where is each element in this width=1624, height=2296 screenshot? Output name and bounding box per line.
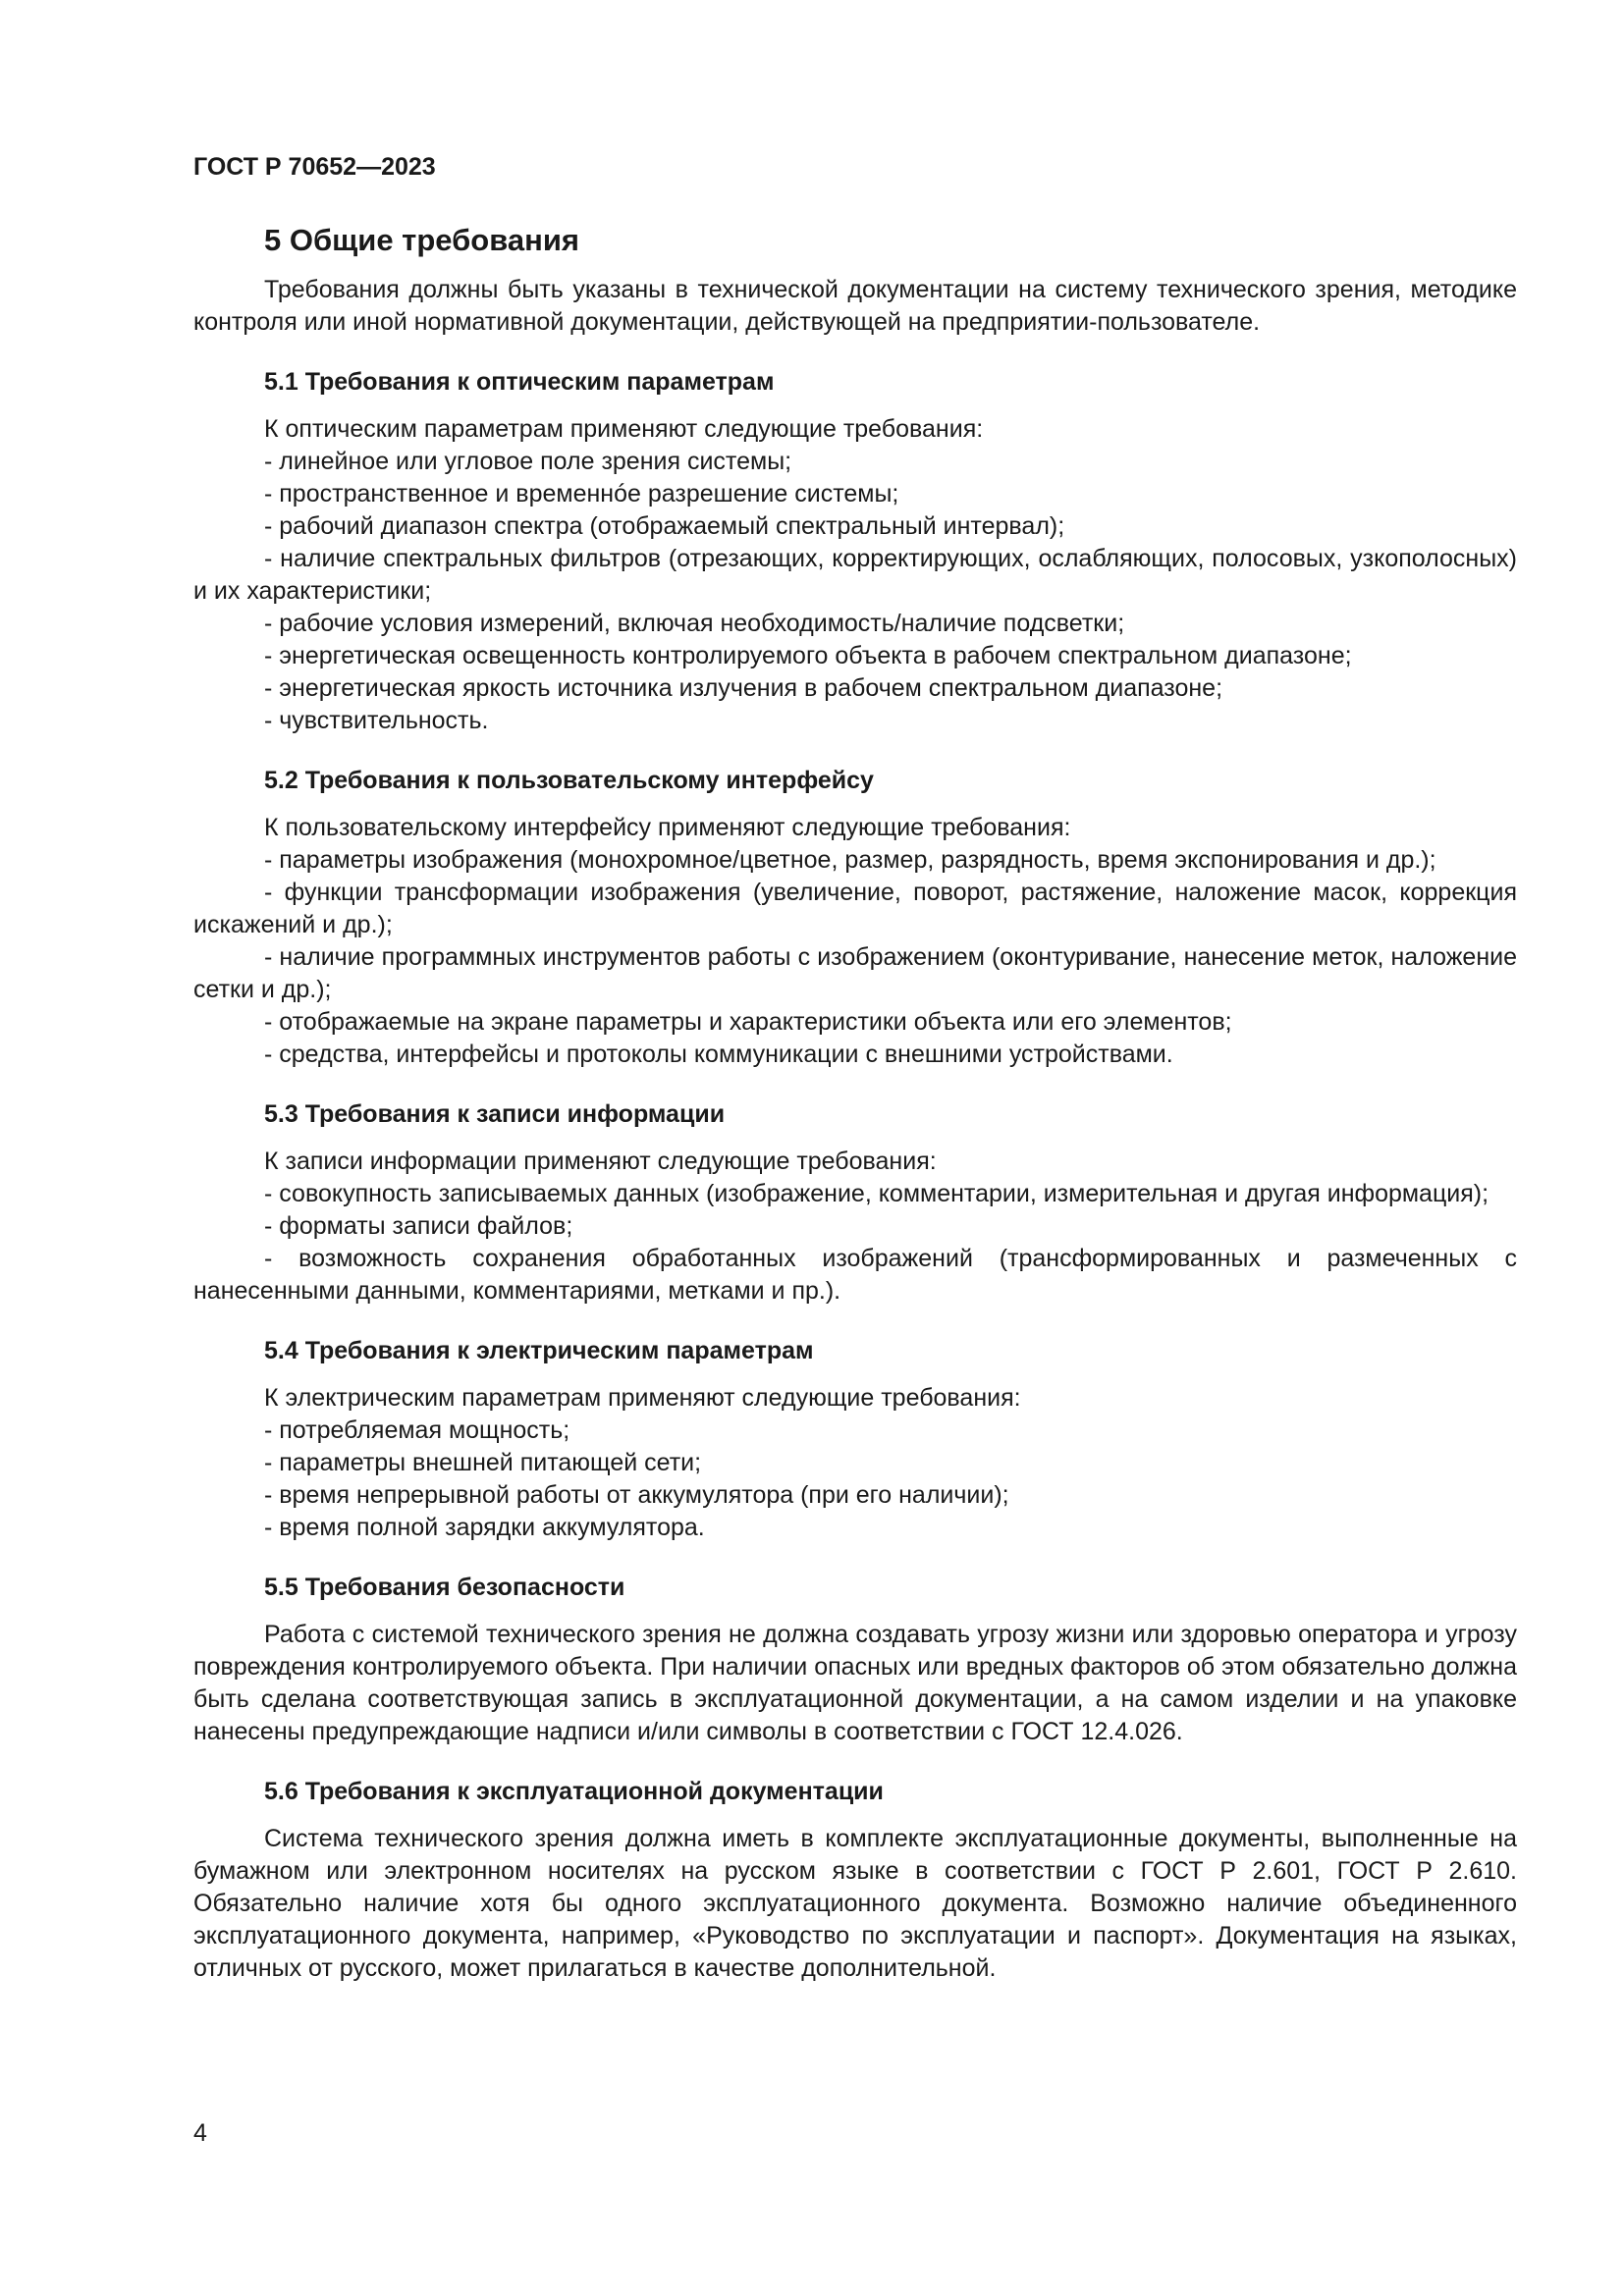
list-item: - рабочие условия измерений, включая необходимость/наличие подсветки; xyxy=(264,610,1125,637)
list-item: - энергетическая яркость источника излучения в рабочем спектральном диапазоне; xyxy=(264,674,1223,702)
subsection-title: 5.6 Требования к эксплуатационной документации xyxy=(264,1778,884,1805)
subsection-5-1 xyxy=(193,366,1517,737)
list-item: - энергетическая освещенность контролируемого объекта в рабочем спектральном диапазоне; xyxy=(264,642,1352,669)
list-item: - функции трансформации изображения (увеличение, поворот, растяжение, наложение масок, коррекция искажений и др.); xyxy=(193,879,1517,938)
list-item: - чувствительность. xyxy=(264,707,489,734)
list-item: - параметры внешней питающей сети; xyxy=(264,1449,702,1476)
subsection-lead: К электрическим параметрам применяют следующие требования: xyxy=(264,1384,1021,1412)
subsection-5-3 xyxy=(193,1098,1517,1308)
subsection-title: 5.5 Требования безопасности xyxy=(264,1574,625,1601)
section-intro: Требования должны быть указаны в технической документации на систему технического зрения, методике контроля или иной нормативной документации, действующей на предприятии-пользователе. xyxy=(193,276,1517,336)
subsection-5-2 xyxy=(193,765,1517,1071)
subsection-text: Работа с системой технического зрения не должна создавать угрозу жизни или здоровью оператора и угрозу повреждения контролируемого объекта. При наличии опасных или вредных факторов об этом обязательно должна быть сделана соответствующая запись в эксплуатационной документации, а на самом изделии и на упаковке нанесены предупреждающие надписи и/или символы в соответствии с ГОСТ 12.4.026. xyxy=(193,1621,1517,1745)
subsection-5-6 xyxy=(193,1776,1517,1985)
subsection-text: Система технического зрения должна иметь в комплекте эксплуатационные документы, выполненные на бумажном или электронном носителях на русском языке в соответствии с ГОСТ Р 2.601, ГОСТ Р 2.610. Обязательно наличие хотя бы одного эксплуатационного документа. Возможно наличие объединенного эксплуатационного документа, например, «Руководство по эксплуатации и паспорт». Документация на языках, отличных от русского, может прилагаться в качестве дополнительной. xyxy=(193,1825,1517,1982)
list-item: - отображаемые на экране параметры и характеристики объекта или его элементов; xyxy=(264,1008,1232,1036)
list-item: - потребляемая мощность; xyxy=(264,1416,570,1444)
subsection-title: 5.4 Требования к электрическим параметрам xyxy=(264,1337,814,1364)
list-item: - наличие программных инструментов работы с изображением (оконтуривание, нанесение меток, наложение сетки и др.); xyxy=(193,943,1517,1003)
document-id: ГОСТ Р 70652—2023 xyxy=(193,153,436,181)
subsection-5-5 xyxy=(193,1572,1517,1748)
list-item: - линейное или угловое поле зрения системы; xyxy=(264,448,792,475)
list-item: - наличие спектральных фильтров (отрезающих, корректирующих, ослабляющих, полосовых, узкополосных) и их характеристики; xyxy=(193,545,1517,605)
subsection-5-4 xyxy=(193,1335,1517,1544)
subsection-lead: К оптическим параметрам применяют следующие требования: xyxy=(264,415,984,443)
list-item: - время полной зарядки аккумулятора. xyxy=(264,1514,705,1541)
page-number: 4 xyxy=(193,2119,207,2147)
list-item: - время непрерывной работы от аккумулятора (при его наличии); xyxy=(264,1481,1009,1509)
section-title: 5 Общие требования xyxy=(264,223,579,257)
subsection-lead: К пользовательскому интерфейсу применяют следующие требования: xyxy=(264,814,1071,841)
list-item: - пространственное и временнóе разрешение системы; xyxy=(264,480,899,507)
list-item: - совокупность записываемых данных (изображение, комментарии, измерительная и другая информация); xyxy=(264,1180,1489,1207)
subsection-title: 5.3 Требования к записи информации xyxy=(264,1100,726,1128)
subsection-title: 5.2 Требования к пользовательскому интерфейсу xyxy=(264,767,874,794)
list-item: - возможность сохранения обработанных изображений (трансформированных и размеченных с нанесенными данными, комментариями, метками и пр.). xyxy=(193,1245,1517,1305)
subsection-title: 5.1 Требования к оптическим параметрам xyxy=(264,368,775,396)
list-item: - форматы записи файлов; xyxy=(264,1212,573,1240)
list-item: - средства, интерфейсы и протоколы коммуникации с внешними устройствами. xyxy=(264,1041,1173,1068)
list-item: - рабочий диапазон спектра (отображаемый спектральный интервал); xyxy=(264,512,1065,540)
page-content xyxy=(193,221,1517,1985)
list-item: - параметры изображения (монохромное/цветное, размер, разрядность, время экспонирования и др.); xyxy=(264,846,1436,874)
subsection-lead: К записи информации применяют следующие требования: xyxy=(264,1148,937,1175)
